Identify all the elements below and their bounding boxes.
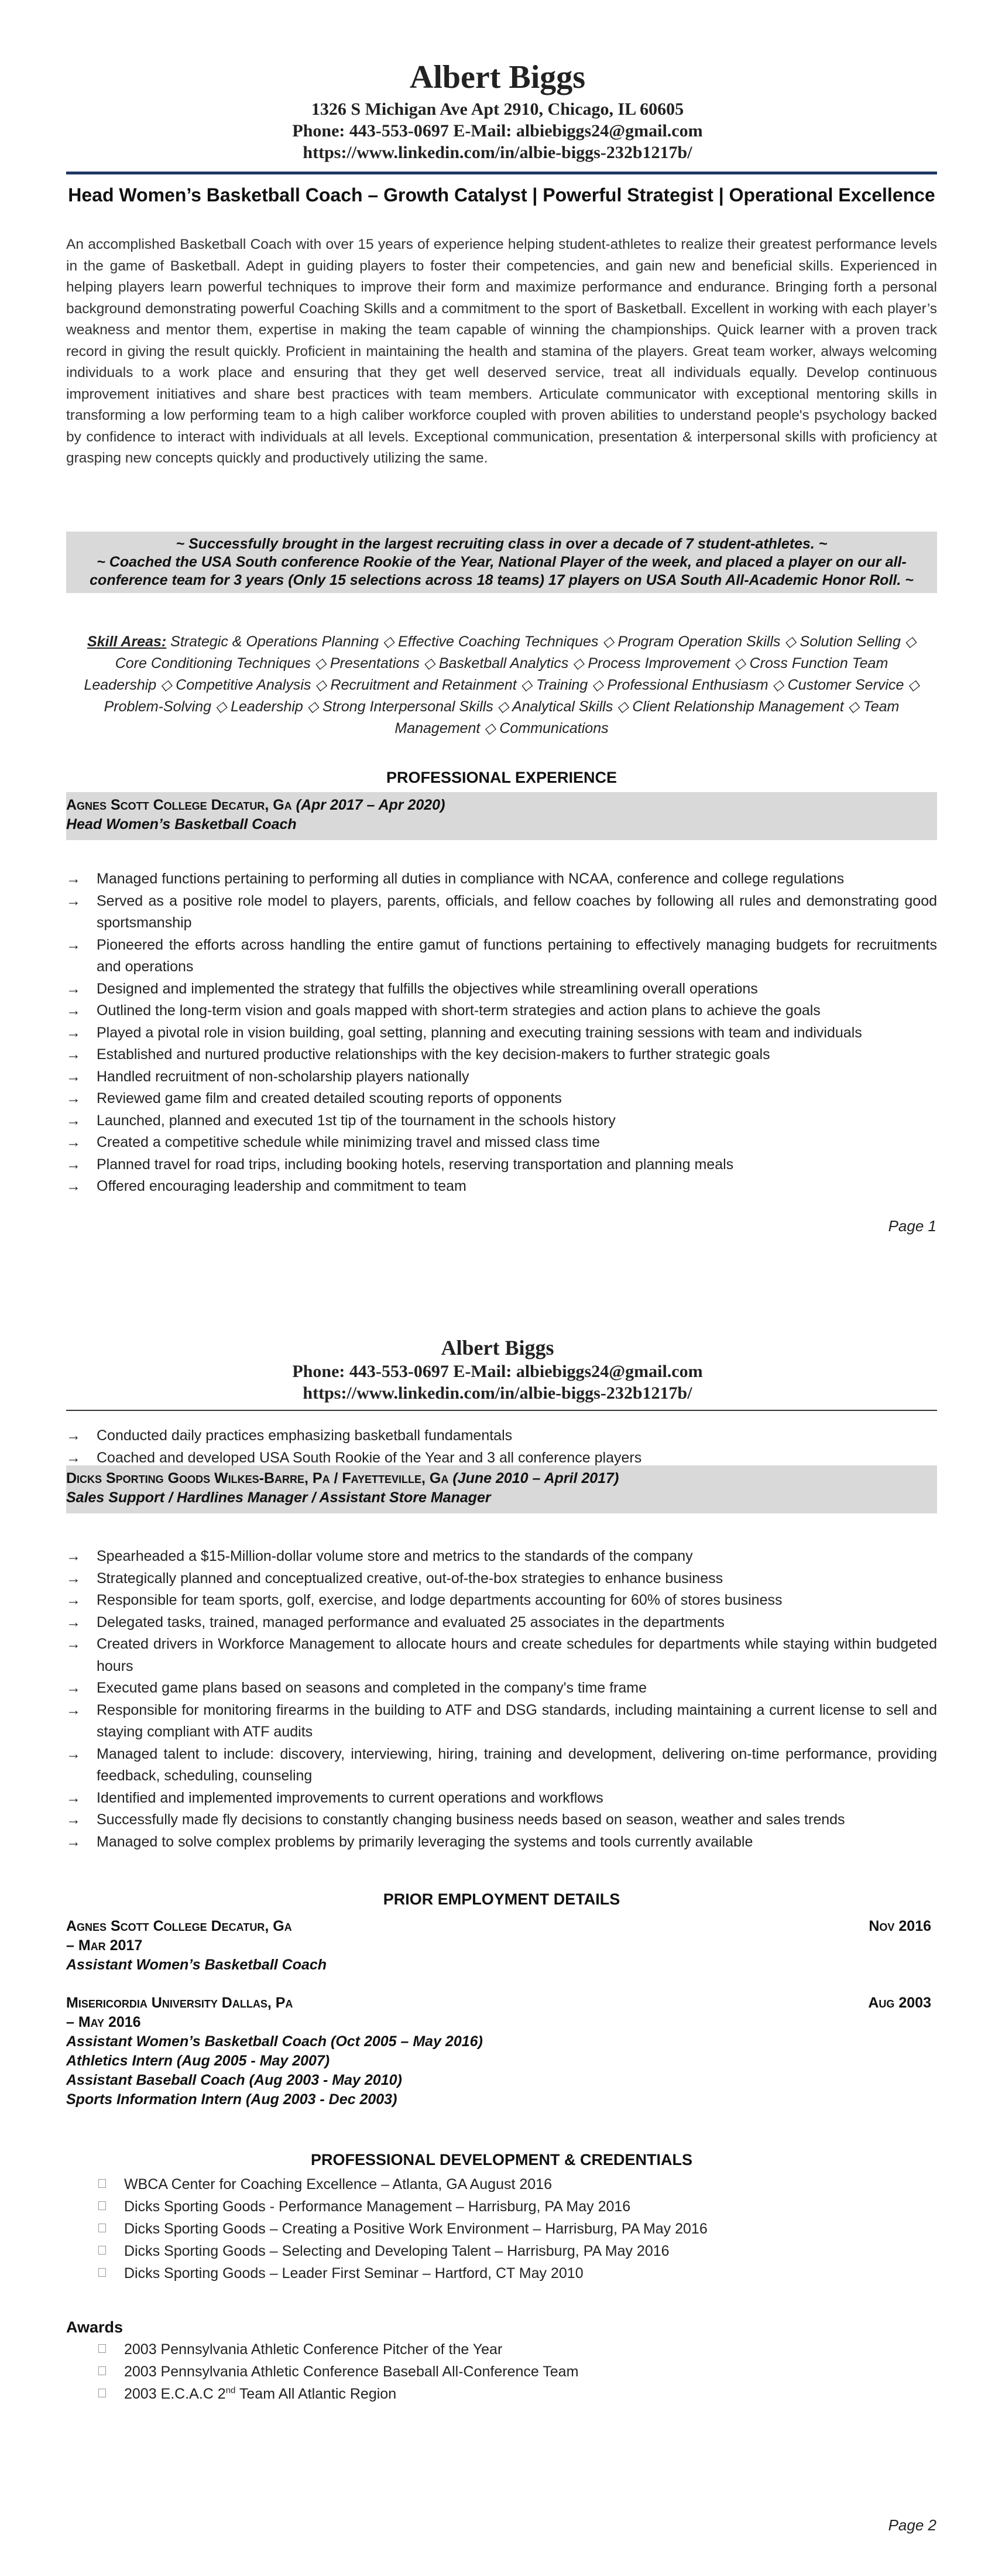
list-item: → Managed talent to include: discovery, interviewing, hiring, training and development, delivering on-time performance, providing feedback, scheduling, counseling xyxy=(66,1743,937,1787)
skill-areas xyxy=(82,631,921,739)
resume-page-2 xyxy=(0,1288,995,2576)
arrow-bullet-icon: → xyxy=(66,892,81,909)
linkedin-url[interactable]: https://www.linkedin.com/in/albie-biggs-232b1217b/ xyxy=(303,1383,692,1403)
bullet-box-icon xyxy=(98,2366,106,2375)
arrow-bullet-icon: → xyxy=(66,1134,81,1150)
list-item: → Planned travel for road trips, including booking hotels, reserving transportation and planning meals xyxy=(66,1154,937,1176)
arrow-bullet-icon: → xyxy=(66,1701,81,1718)
job-role: Head Women’s Basketball Coach xyxy=(66,816,297,833)
list-item: WBCA Center for Coaching Excellence – Atlanta, GA August 2016 xyxy=(98,2173,918,2195)
list-item: → Managed functions pertaining to performing all duties in compliance with NCAA, conference and college regulations xyxy=(66,868,937,890)
list-item: 2003 E.C.A.C 2nd Team All Atlantic Region xyxy=(98,2383,918,2405)
prior-entry-misericordia xyxy=(66,1993,937,2109)
section-title-prior: PRIOR EMPLOYMENT DETAILS xyxy=(383,1890,620,1908)
section-title-experience: PROFESSIONAL EXPERIENCE xyxy=(386,769,617,786)
list-item: → Played a pivotal role in vision building, goal setting, planning and executing training sessions with team and individuals xyxy=(66,1022,937,1044)
achievements-highlight-box xyxy=(66,532,937,593)
arrow-bullet-icon: → xyxy=(66,1548,81,1564)
list-item: → Identified and implemented improvements to current operations and workflows xyxy=(66,1787,937,1810)
arrow-bullet-icon: → xyxy=(66,1811,81,1828)
prior-entry-agnes-scott xyxy=(66,1917,937,1975)
list-item: 2003 Pennsylvania Athletic Conference Pitcher of the Year xyxy=(98,2338,918,2361)
arrow-bullet-icon: → xyxy=(66,1002,81,1019)
achievement-line-2: ~ Coached the USA South conference Rookie of the Year, National Player of the week, and placed a player on our all-conference team for 3 years (Only 15 selections across 18 teams) 17 players on USA South All-Academic Honor Roll. ~ xyxy=(90,554,914,588)
header-divider xyxy=(66,172,937,174)
linkedin-url[interactable]: https://www.linkedin.com/in/albie-biggs-232b1217b/ xyxy=(303,143,692,162)
list-item: → Strategically planned and conceptualized creative, out-of-the-box strategies to enhance business xyxy=(66,1568,937,1590)
arrow-bullet-icon: → xyxy=(66,1178,81,1194)
prior-role: Sports Information Intern (Aug 2003 - Dec 2003) xyxy=(66,2091,397,2108)
prior-role: Assistant Women’s Basketball Coach (Oct 2005 – May 2016) xyxy=(66,2033,483,2050)
job-organization: Dicks Sporting Goods Wilkes-Barre, Pa / Fayetteville, Ga xyxy=(66,1470,449,1486)
prior-organization: Misericordia University Dallas, Pa xyxy=(66,1995,293,2011)
list-item: → Responsible for monitoring firearms in the building to ATF and DSG standards, including maintaining a current license to sell and staying compliant with ATF audits xyxy=(66,1700,937,1743)
list-item: → Pioneered the efforts across handling the entire gamut of functions pertaining to effectively managing budgets for recruitments and operations xyxy=(66,934,937,978)
arrow-bullet-icon: → xyxy=(66,1789,81,1806)
section-title-development: PROFESSIONAL DEVELOPMENT & CREDENTIALS xyxy=(310,2151,693,2169)
job-organization: Agnes Scott College Decatur, Ga xyxy=(66,797,292,813)
list-item: → Spearheaded a $15-Million-dollar volume store and metrics to the standards of the company xyxy=(66,1546,937,1568)
awards-list xyxy=(98,2338,918,2405)
arrow-bullet-icon: → xyxy=(66,871,81,887)
list-item: → Designed and implemented the strategy that fulfills the objectives while streamlining overall operations xyxy=(66,978,937,1001)
list-item: → Delegated tasks, trained, managed performance and evaluated 25 associates in the departments xyxy=(66,1612,937,1634)
prior-end-date: – May 2016 xyxy=(66,2014,141,2030)
prior-role: Assistant Women’s Basketball Coach xyxy=(66,1957,327,1973)
list-item: → Reviewed game film and created detailed scouting reports of opponents xyxy=(66,1088,937,1110)
list-item: → Successfully made fly decisions to constantly changing business needs based on season, weather and sales trends xyxy=(66,1809,937,1831)
arrow-bullet-icon: → xyxy=(66,980,81,997)
list-item: → Responsible for team sports, golf, exercise, and lodge departments accounting for 60% of stores business xyxy=(66,1590,937,1612)
prior-start-date: Aug 2003 xyxy=(868,1995,931,2011)
bullet-box-icon xyxy=(98,2201,106,2210)
list-item: → Executed game plans based on seasons and completed in the company's time frame xyxy=(66,1677,937,1700)
candidate-name: Albert Biggs xyxy=(441,1336,554,1359)
arrow-bullet-icon: → xyxy=(66,1156,81,1173)
arrow-bullet-icon: → xyxy=(66,1046,81,1063)
list-item: Dicks Sporting Goods – Creating a Positive Work Environment – Harrisburg, PA May 2016 xyxy=(98,2218,918,2240)
job-header-dicks xyxy=(66,1465,937,1513)
arrow-bullet-icon: → xyxy=(66,1636,81,1652)
list-item: → Launched, planned and executed 1st tip of the tournament in the schools history xyxy=(66,1110,937,1132)
bullet-box-icon xyxy=(98,2268,106,2277)
bullet-box-icon xyxy=(98,2389,106,2397)
bullet-box-icon xyxy=(98,2179,106,2188)
skill-areas-label: Skill Areas: xyxy=(87,633,167,650)
list-item: → Handled recruitment of non-scholarship players nationally xyxy=(66,1066,937,1088)
list-item: → Conducted daily practices emphasizing basketball fundamentals xyxy=(66,1425,937,1447)
list-item: Dicks Sporting Goods – Selecting and Developing Talent – Harrisburg, PA May 2016 xyxy=(98,2240,918,2262)
credentials-list xyxy=(98,2173,918,2284)
arrow-bullet-icon: → xyxy=(66,1833,81,1850)
job-header-agnes-scott xyxy=(66,792,937,840)
arrow-bullet-icon: → xyxy=(66,1592,81,1608)
list-item: → Managed to solve complex problems by primarily leveraging the systems and tools currently available xyxy=(66,1831,937,1854)
arrow-bullet-icon: → xyxy=(66,1449,81,1466)
bullet-box-icon xyxy=(98,2344,106,2353)
arrow-bullet-icon: → xyxy=(66,1680,81,1696)
bullet-box-icon xyxy=(98,2246,106,2255)
arrow-bullet-icon: → xyxy=(66,1024,81,1041)
arrow-bullet-icon: → xyxy=(66,1112,81,1129)
skill-areas-list: Strategic & Operations Planning ◇ Effective Coaching Techniques ◇ Program Operation Skills ◇ Solution Selling ◇ Core Conditioning Techniques ◇ Presentations ◇ Basketball Analytics ◇ Process Improvement ◇ Cross Function Team Leadership ◇ Competitive Analysis ◇ Recruitment and Retainment ◇ Training ◇ Professional Enthusiasm ◇ Customer Service ◇ Problem-Solving ◇ Leadership ◇ Strong Interpersonal Skills ◇ Analytical Skills ◇ Client Relationship Management ◇ Team Management ◇ Communications xyxy=(84,633,919,737)
list-item: Dicks Sporting Goods - Performance Management – Harrisburg, PA May 2016 xyxy=(98,2195,918,2218)
arrow-bullet-icon: → xyxy=(66,1068,81,1085)
job1-responsibilities-continued xyxy=(66,1425,937,1469)
prior-role: Athletics Intern (Aug 2005 - May 2007) xyxy=(66,2053,330,2069)
arrow-bullet-icon: → xyxy=(66,1090,81,1107)
address: 1326 S Michigan Ave Apt 2910, Chicago, IL 60605 xyxy=(311,100,684,119)
header-divider xyxy=(66,1410,937,1411)
prior-organization: Agnes Scott College Decatur, Ga xyxy=(66,1918,292,1934)
prior-role: Assistant Baseball Coach (Aug 2003 - May 2010) xyxy=(66,2072,402,2088)
arrow-bullet-icon: → xyxy=(66,1614,81,1630)
job-dates: (Apr 2017 – Apr 2020) xyxy=(296,797,445,813)
job-dates: (June 2010 – April 2017) xyxy=(452,1470,619,1486)
job2-responsibilities xyxy=(66,1546,937,1853)
awards-title: Awards xyxy=(66,2318,123,2336)
list-item: → Created a competitive schedule while minimizing travel and missed class time xyxy=(66,1132,937,1154)
list-item: → Outlined the long-term vision and goals mapped with short-term strategies and action plans to achieve the goals xyxy=(66,1000,937,1022)
job1-responsibilities xyxy=(66,868,937,1198)
contact-line: Phone: 443-553-0697 E-Mail: albiebiggs24@gmail.com xyxy=(292,121,703,141)
prior-start-date: Nov 2016 xyxy=(869,1918,931,1934)
list-item: 2003 Pennsylvania Athletic Conference Baseball All-Conference Team xyxy=(98,2361,918,2383)
candidate-name: Albert Biggs xyxy=(409,59,586,95)
list-item: → Established and nurtured productive relationships with the key decision-makers to further strategic goals xyxy=(66,1044,937,1066)
page-number: Page 1 xyxy=(888,1217,936,1235)
professional-headline: Head Women’s Basketball Coach – Growth Catalyst | Powerful Strategist | Operational Excellence xyxy=(68,184,935,205)
list-item: → Offered encouraging leadership and commitment to team xyxy=(66,1176,937,1198)
contact-line: Phone: 443-553-0697 E-Mail: albiebiggs24@gmail.com xyxy=(292,1362,703,1381)
arrow-bullet-icon: → xyxy=(66,1427,81,1444)
bullet-box-icon xyxy=(98,2224,106,2232)
summary-paragraph: An accomplished Basketball Coach with over 15 years of experience helping student-athletes to realize their greatest performance levels in the game of Basketball. Adept in guiding players to foster their competencies, and gain new and beneficial skills. Experienced in helping players learn powerful techniques to improve their form and maximize performance and endurance. Bringing forth a personal background demonstrating powerful Coaching Skills and a commitment to the sport of Basketball. Excellent in working with each player’s weakness and mentor them, expertise in making the team capable of winning the championships. Quick learner with a proven track record in giving the result quickly. Proficient in maintaining the health and stamina of the players. Great team worker, always welcoming individuals to a work place and ensuring that they get well deserved service, treat all individuals equally. Develop continuous improvement initiatives and share best practices with team members. Articulate communicator with exceptional mentoring skills in transforming a low performing team to a high caliber workforce coupled with proven abilities to understand people's psychology backed by confidence to interact with individuals at all levels. Exceptional communication, presentation & interpersonal skills with proficiency at grasping new concepts quickly and productively utilizing the same. xyxy=(66,237,937,466)
page-number: Page 2 xyxy=(888,2516,936,2534)
arrow-bullet-icon: → xyxy=(66,1745,81,1762)
achievement-line-1: ~ Successfully brought in the largest recruiting class in over a decade of 7 student-athletes. ~ xyxy=(176,536,828,552)
list-item: → Coached and developed USA South Rookie of the Year and 3 all conference players xyxy=(66,1447,937,1469)
job-role: Sales Support / Hardlines Manager / Assistant Store Manager xyxy=(66,1489,491,1506)
list-item: Dicks Sporting Goods – Leader First Seminar – Hartford, CT May 2010 xyxy=(98,2262,918,2284)
prior-end-date: – Mar 2017 xyxy=(66,1937,143,1954)
arrow-bullet-icon: → xyxy=(66,1570,81,1587)
list-item: → Served as a positive role model to players, parents, officials, and fellow coaches by following all rules and demonstrating good sportsmanship xyxy=(66,890,937,934)
arrow-bullet-icon: → xyxy=(66,936,81,953)
list-item: → Created drivers in Workforce Management to allocate hours and create schedules for departments while staying within budgeted hours xyxy=(66,1633,937,1677)
